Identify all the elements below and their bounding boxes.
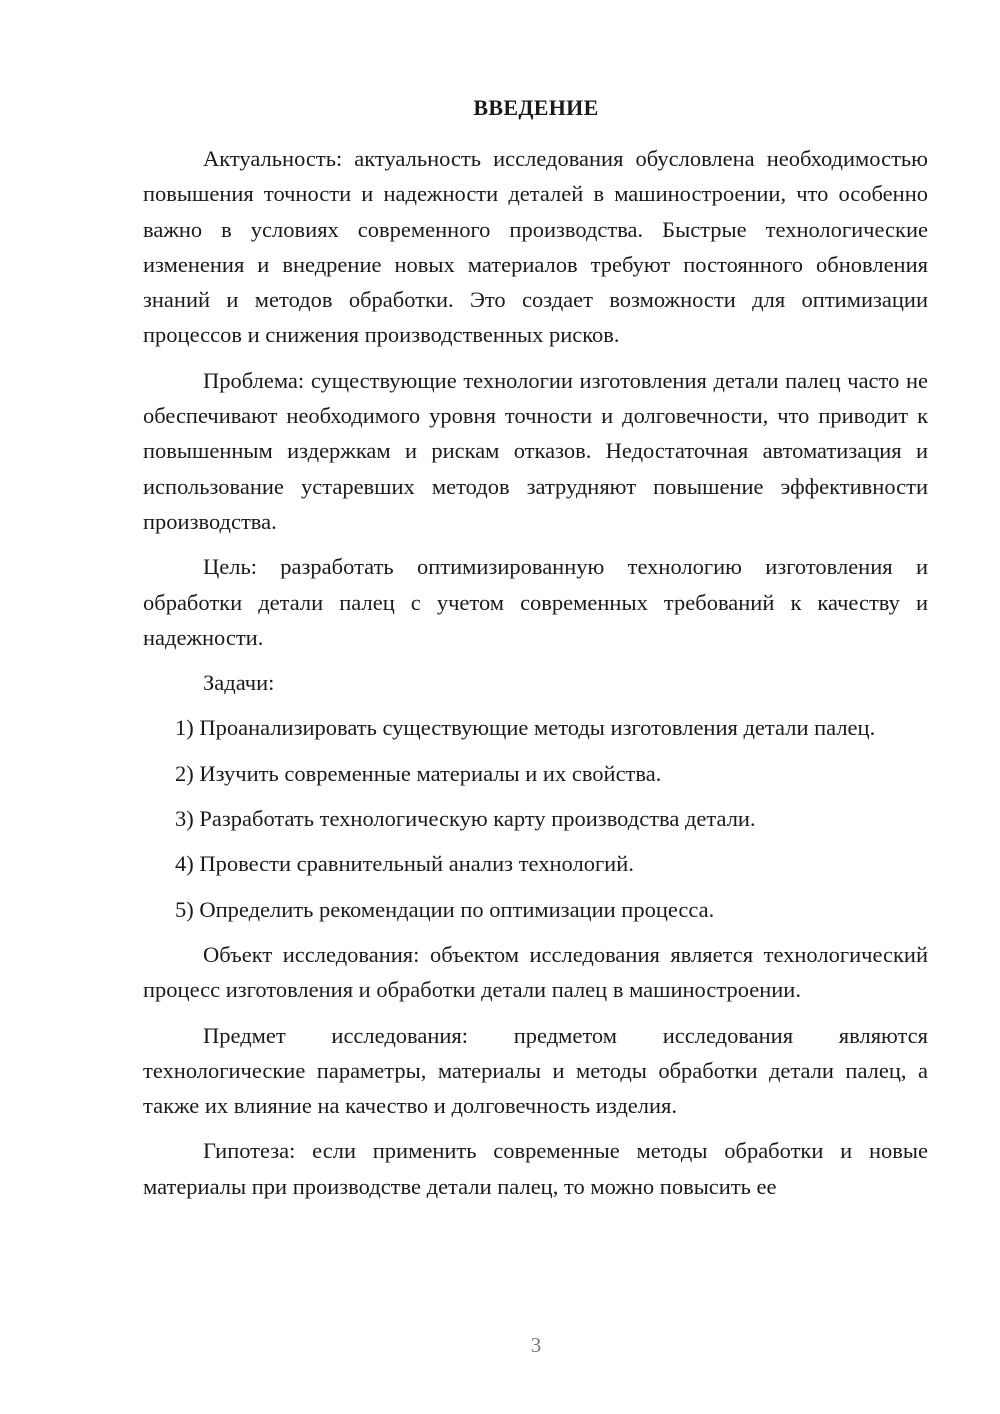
list-item: 1) Проанализировать существующие методы изготовления детали палец. (175, 715, 876, 741)
list-item: 2) Изучить современные материалы и их свойства. (175, 760, 662, 786)
paragraph-object: Объект исследования: объектом исследования является технологический процесс изготовления и обработки детали палец в машиностроении. (143, 941, 928, 1003)
paragraph-relevance: Актуальность: актуальность исследования обусловлена необходимостью повышения точности и надежности деталей в машиностроении, что особенно важно в условиях современного производства. Быстрые технологические изменения и внедрение новых материалов требуют постоянного обновления знаний и методов обработки. Это создает возможности для оптимизации процессов и снижения производственных рисков. (143, 146, 928, 348)
body-text (143, 141, 928, 1204)
paragraph-tasks-heading: Задачи: (203, 670, 275, 696)
list-item: 4) Провести сравнительный анализ технологий. (175, 851, 634, 877)
paragraph-hypothesis: Гипотеза: если применить современные методы обработки и новые материалы при производстве детали палец, то можно повысить ее (143, 1138, 928, 1199)
page-title: ВВЕДЕНИЕ (473, 95, 599, 120)
paragraph-subject: Предмет исследования: предметом исследования являются технологические параметры, материалы и методы обработки детали палец, а также их влияние на качество и долговечность изделия. (143, 1022, 928, 1119)
list-item: 3) Разработать технологическую карту производства детали. (175, 806, 756, 832)
page-number: 3 (530, 1333, 542, 1357)
list-item: 5) Определить рекомендации по оптимизации процесса. (175, 896, 715, 922)
paragraph-problem: Проблема: существующие технологии изготовления детали палец часто не обеспечивают необходимого уровня точности и долговечности, что приводит к повышенным издержкам и рискам отказов. Недостаточная автоматизация и использование устаревших методов затрудняют повышение эффективности производства. (143, 367, 928, 534)
paragraph-goal: Цель: разработать оптимизированную технологию изготовления и обработки детали палец с учетом современных требований к качеству и надежности. (143, 554, 928, 650)
